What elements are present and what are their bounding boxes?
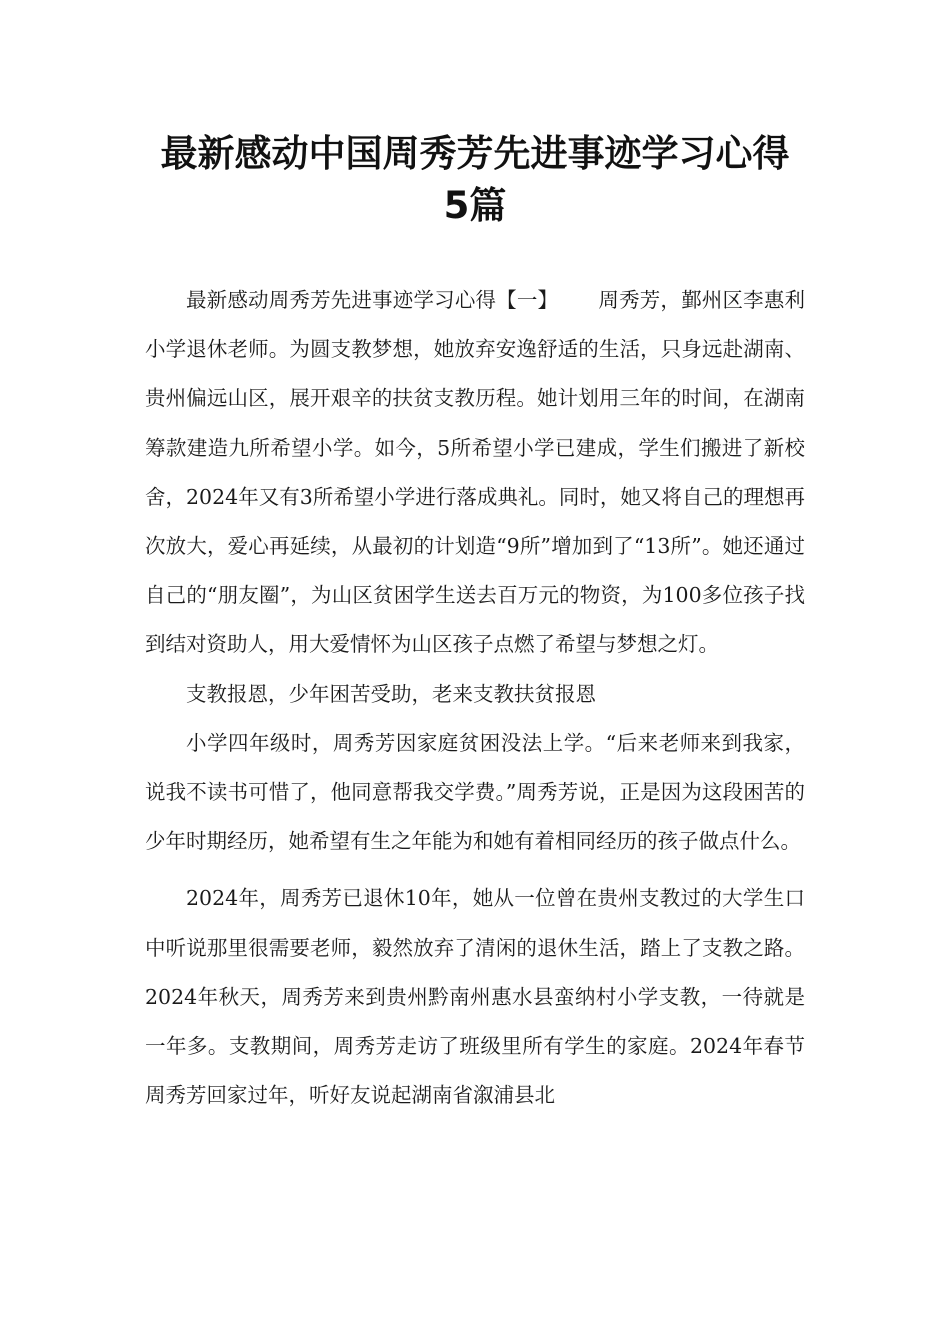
document-title-line-1: 最新感动中国周秀芳先进事迹学习心得 — [160, 132, 790, 175]
paragraph-subheading: 支教报恩，少年困苦受助，老来支教扶贫报恩 — [186, 681, 596, 706]
paragraph-retirement: 2024年，周秀芳已退休10年，她从一位曾在贵州支教过的大学生口中听说那里很需要老师，毅然放弃了清闲的退休生活，踏上了支教之路。2024年秋天，周秀芳来到贵州黔南州惠水县蛮纳村小学支教，一待就是一年多。支教期间，周秀芳走访了班级里所有学生的家庭。2024年春节周秀芳回家过年，听好友说起湖南省溆浦县北 — [145, 886, 805, 1108]
document-title-line-2: 5篇 — [443, 184, 507, 227]
document-body — [145, 276, 805, 1120]
paragraph-intro — [145, 276, 805, 670]
paragraph-text: 周秀芳，鄞州区李惠利小学退休老师。为圆支教梦想，她放弃安逸舒适的生活，只身远赴湖南、贵州偏远山区，展开艰辛的扶贫支教历程。她计划用三年的时间，在湖南筹款建造九所希望小学。如今，5所希望小学已建成，学生们搬进了新校舍，2024年又有3所希望小学进行落成典礼。同时，她又将自己的理想再次放大，爱心再延续，从最初的计划造“9所”增加到了“13所”。她还通过自己的“朋友圈”，为山区贫困学生送去百万元的物资，为100多位孩子找到结对资助人，用大爱情怀为山区孩子点燃了希望与梦想之灯。 — [145, 288, 806, 657]
section-heading: 最新感动周秀芳先进事迹学习心得【一】 — [186, 288, 559, 312]
paragraph-childhood: 小学四年级时，周秀芳因家庭贫困没法上学。“后来老师来到我家，说我不读书可惜了，他同意帮我交学费。”周秀芳说，正是因为这段困苦的少年时期经历，她希望有生之年能为和她有着相同经历的孩子做点什么。 — [145, 730, 805, 854]
